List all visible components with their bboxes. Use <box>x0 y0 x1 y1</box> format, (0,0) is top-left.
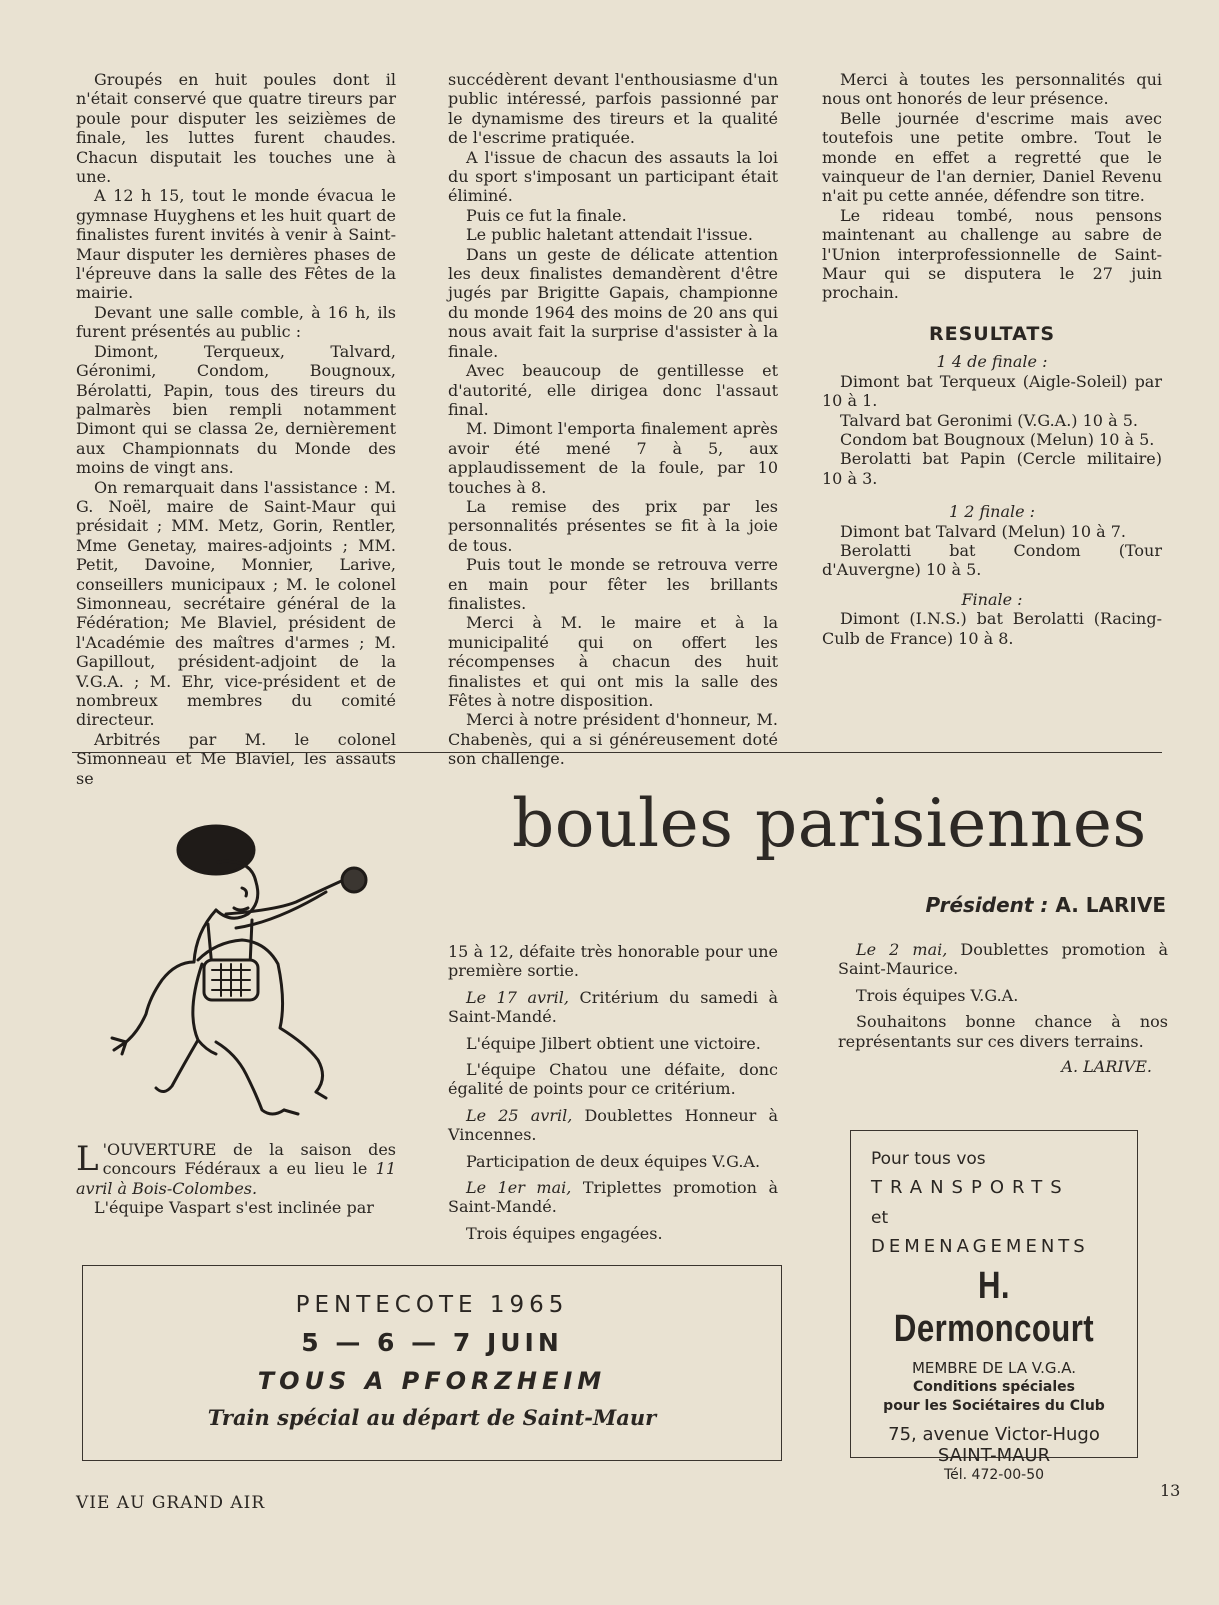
paragraph: Puis ce fut la finale. <box>466 205 627 225</box>
ad-city: SAINT-MAUR <box>937 1445 1051 1466</box>
intro-text: de la saison des concours Fédéraux a eu lieu le <box>102 1140 396 1179</box>
paragraph <box>448 1034 778 1053</box>
paragraph: Le rideau tombé, nous pensons maintenant au challenge au sabre de l'Union interprofessionnelle de Saint-Maur qui se disputera le 27 juin prochain. <box>822 205 1162 303</box>
pentecote-title: PENTECOTE 1965 <box>295 1292 569 1318</box>
ad-address: 75, avenue Victor-Hugo <box>888 1424 1100 1445</box>
paragraph: 15 à 12, défaite très honorable pour une première sortie. <box>448 942 778 981</box>
paragraph <box>838 986 1168 1005</box>
entry-text: L'équipe Jilbert obtient une victoire. <box>466 1033 761 1053</box>
entry-date: Le 17 avril, <box>466 987 570 1007</box>
paragraph: M. Dimont l'emporta finalement après avoir été mené 7 à 5, aux applaudissement de la foule, par 10 touches à 8. <box>448 419 778 497</box>
finale-label: Finale : <box>961 589 1023 609</box>
pentecote-destination: TOUS A PFORZHEIM <box>257 1367 607 1395</box>
result-line: Dimont bat Terqueux (Aigle-Soleil) par 10 à 1. <box>822 371 1162 411</box>
paragraph: A 12 h 15, tout le monde évacua le gymnase Huyghens et les huit quart de finalistes furent invités à venir à Saint-Maur disputer les dernières phases de l'épreuve dans la salle des Fêtes de la mairie. <box>76 186 396 303</box>
entry-date: Le 1er mai, <box>466 1178 572 1198</box>
pentecote-dates: 5 — 6 — 7 JUIN <box>301 1328 563 1357</box>
paragraph <box>838 1012 1168 1051</box>
drop-cap: L <box>76 1139 99 1179</box>
entry-date: Le 2 mai, <box>856 940 948 959</box>
ad-conditions: pour les Sociétaires du Club <box>883 1398 1105 1414</box>
paragraph: On remarquait dans l'assistance : M. G. Noël, maire de Saint-Maur qui présidait ; MM. Metz, Gorin, Rentler, Mme Genetay, maires-adjoints ; MM. Petit, Davoine, Monnier, Larive, conseillers municipaux ; M. le colonel Simonneau, secrétaire général de la Fédération; Me Blaviel, président de l'Académie des maîtres d'armes ; M. Gapillout, président-adjoint de la V.G.A. ; M. Ehr, vice-président et de nombreux membres du comité directeur. <box>76 477 396 730</box>
entry-text: Triplettes promotion à Saint-Mandé. <box>448 1178 778 1217</box>
entry-text: L'équipe Chatou une défaite, donc égalité de points pour ce critérium. <box>448 1060 778 1099</box>
section-headline: boules parisiennes <box>512 785 1147 862</box>
entry-text: Critérium du samedi à Saint-Mandé. <box>448 987 779 1027</box>
president-line <box>926 893 1166 917</box>
boules-player-illustration <box>66 792 386 1132</box>
paragraph: Belle journée d'escrime mais avec toutefois une petite ombre. Tout le monde en effet a regretté que le vainqueur de l'an dernier, Daniel Revenu n'ait pu cette année, défendre son titre. <box>822 108 1162 206</box>
entry-text: Trois équipes engagées. <box>466 1223 663 1243</box>
paragraph: Dimont, Terqueux, Talvard, Géronimi, Condom, Bougnoux, Bérolatti, Papin, tous des tireurs du palmarès bien rempli notamment Dimont qui se classa 2e, dernièrement aux Championnats du Monde des moins de vingt ans. <box>76 341 396 478</box>
paragraph <box>838 940 1168 979</box>
ad-company-name: H. Dermoncourt <box>893 1265 1095 1350</box>
result-line: Talvard bat Geronimi (V.G.A.) 10 à 5. <box>840 410 1138 430</box>
signature: A. LARIVE. <box>1061 1057 1152 1077</box>
boules-column-3 <box>838 940 1168 1076</box>
boules-column-1 <box>76 1140 396 1218</box>
entry-date: Le 25 avril, <box>466 1105 573 1125</box>
entry-text: Souhaitons bonne chance à nos représentants sur ces divers terrains. <box>838 1012 1168 1051</box>
paragraph: Avec beaucoup de gentillesse et d'autorité, elle dirigea donc l'assaut final. <box>448 361 778 419</box>
result-line: Dimont bat Talvard (Melun) 10 à 7. <box>840 521 1126 541</box>
paragraph <box>448 1178 778 1217</box>
result-line: Dimont (I.N.S.) bat Berolatti (Racing-Culb de France) 10 à 8. <box>822 609 1162 648</box>
escrime-column-2 <box>448 70 778 769</box>
escrime-column-1 <box>76 70 396 788</box>
ad-line: Pour tous vos <box>871 1149 986 1169</box>
paragraph: Le public haletant attendait l'issue. <box>466 225 753 245</box>
paragraph: Puis tout le monde se retrouva verre en main pour fêter les brillants finalistes. <box>448 555 778 613</box>
ad-phone: Tél. 472-00-50 <box>943 1467 1045 1483</box>
paragraph: Devant une salle comble, à 16 h, ils furent présentés au public : <box>76 302 396 342</box>
paragraph: succédèrent devant l'enthousiasme d'un public intéressé, parfois passionné par le dynamisme des tireurs et la qualité de l'escrime pratiquée. <box>448 70 778 148</box>
demis-label: 1 2 finale : <box>948 502 1036 522</box>
paragraph <box>448 1224 778 1243</box>
paragraph: Dans un geste de délicate attention les deux finalistes demandèrent d'être jugés par Brigitte Gapais, championne du monde 1964 des moins de 20 ans qui nous avait fait la surprise d'assister à la finale. <box>448 244 778 361</box>
intro-smallcaps: 'OUVERTURE <box>102 1140 217 1159</box>
advertisement <box>850 1130 1138 1483</box>
paragraph: Merci à toutes les personnalités qui nous ont honorés de leur présence. <box>822 70 1162 109</box>
paragraph <box>448 1152 778 1171</box>
ad-member: MEMBRE DE LA V.G.A. <box>911 1359 1077 1377</box>
ad-line: TRANSPORTS <box>871 1177 1070 1198</box>
result-line: Berolatti bat Condom (Tour d'Auvergne) 10 à 5. <box>822 540 1162 580</box>
section-divider <box>72 752 1162 753</box>
resultats-title: RESULTATS <box>928 322 1056 345</box>
paragraph: L'équipe Vaspart s'est inclinée par <box>94 1198 374 1218</box>
entry-text: Trois équipes V.G.A. <box>856 985 1019 1005</box>
ad-conditions: Conditions spéciales <box>913 1379 1075 1395</box>
president-label: Président : <box>925 893 1049 917</box>
pentecote-notice <box>82 1265 782 1461</box>
intro-italic: 11 avril à Bois-Colombes. <box>76 1159 396 1198</box>
entry-text: Doublettes Honneur à Vincennes. <box>448 1105 779 1145</box>
quarts-label: 1 4 de finale : <box>936 352 1048 372</box>
paragraph: Merci à notre président d'honneur, M. Chabenès, qui a si généreusement doté son challenge. <box>448 710 778 769</box>
paragraph <box>448 1060 778 1099</box>
result-line: Berolatti bat Papin (Cercle militaire) 10 à 3. <box>822 449 1162 488</box>
boules-column-2 <box>448 942 778 1243</box>
paragraph: La remise des prix par les personnalités présentes se fit à la joie de tous. <box>448 496 778 555</box>
president-name: A. LARIVE <box>1055 893 1166 917</box>
paragraph: Groupés en huit poules dont il n'était conservé que quatre tireurs par poule pour disputer les seizièmes de finale, les luttes furent chaudes. Chacun disputait les touches une à une. <box>76 70 396 187</box>
publication-name: VIE AU GRAND AIR <box>76 1493 266 1513</box>
entry-text: Doublettes promotion à Saint-Maurice. <box>838 940 1169 979</box>
paragraph: Arbitrés par M. le colonel Simonneau et Me Blaviel, les assauts se <box>76 729 396 788</box>
escrime-column-3 <box>822 70 1162 648</box>
paragraph: A l'issue de chacun des assauts la loi du sport s'imposant un participant était éliminé. <box>448 147 778 206</box>
paragraph <box>448 988 778 1027</box>
ad-line: DEMENAGEMENTS <box>871 1236 1089 1257</box>
page-number: 13 <box>1160 1481 1181 1500</box>
paragraph <box>448 1106 778 1145</box>
pentecote-train: Train spécial au départ de Saint-Maur <box>207 1405 657 1430</box>
ad-line: et <box>871 1208 889 1228</box>
result-line: Condom bat Bougnoux (Melun) 10 à 5. <box>840 429 1155 449</box>
entry-text: Participation de deux équipes V.G.A. <box>466 1151 761 1171</box>
paragraph <box>76 1140 396 1198</box>
paragraph: Merci à M. le maire et à la municipalité qui on offert les récompenses à chacun des huit finalistes et qui ont mis la salle des Fêtes à notre disposition. <box>448 613 778 710</box>
